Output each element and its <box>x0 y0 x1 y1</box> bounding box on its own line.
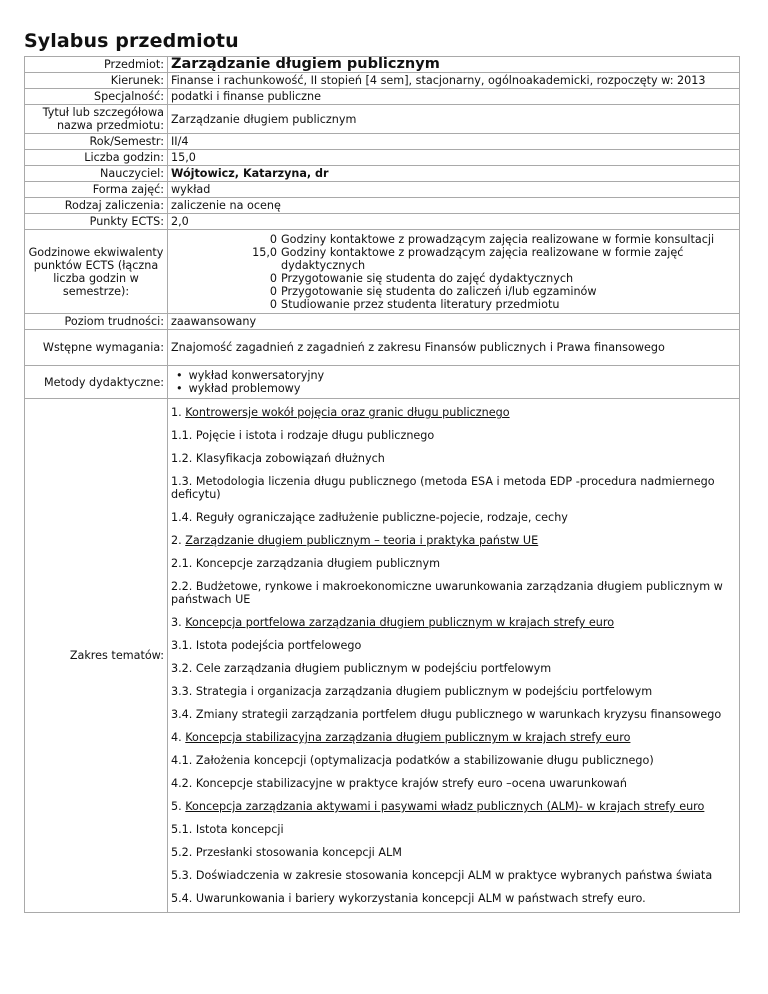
hours-row <box>168 272 736 285</box>
topic-title: Kontrowersje wokół pojęcia oraz granic długu publicznego <box>185 406 510 419</box>
hours-text: Przygotowanie się studenta do zajęć dydaktycznych <box>281 272 574 285</box>
topic-item <box>171 662 736 675</box>
topic-number: 5.3. <box>171 869 193 882</box>
value-forma: wykład <box>168 182 740 198</box>
topic-title: Metodologia liczenia długu publicznego (metoda ESA i metoda EDP -procedura nadmiernego deficytu) <box>171 475 715 501</box>
hours-text: Przygotowanie się studenta do zaliczeń i/lub egzaminów <box>281 285 597 298</box>
topic-number: 3.2. <box>171 662 193 675</box>
topic-title: Doświadczenia w zakresie stosowania koncepcji ALM w praktyce wybranych państwa świata <box>195 869 713 882</box>
topic-number: 1.2. <box>171 452 193 465</box>
hours-row <box>168 285 736 298</box>
topic-number: 4. <box>171 731 182 744</box>
value-specjalnosc: podatki i finanse publiczne <box>168 89 740 105</box>
topic-title: Strategia i organizacja zarządzania długiem publicznym w podejściu portfelowym <box>195 685 653 698</box>
topic-number: 1.3. <box>171 475 193 488</box>
value-przedmiot: Zarządzanie długiem publicznym <box>168 57 740 73</box>
hours-num: 0 <box>269 298 277 311</box>
row-specjalnosc <box>25 89 740 105</box>
topic-number: 2.1. <box>171 557 193 570</box>
value-poziom: zaawansowany <box>168 314 740 330</box>
topic-number: 1.1. <box>171 429 193 442</box>
label-rodzaj: Rodzaj zaliczenia: <box>25 198 168 214</box>
topic-item <box>171 511 736 524</box>
row-forma <box>25 182 740 198</box>
label-tytul: Tytuł lub szczegółowa nazwa przedmiotu: <box>25 105 168 134</box>
topic-item <box>171 534 736 547</box>
topic-item <box>171 892 736 905</box>
row-nauczyciel <box>25 166 740 182</box>
topic-title: Koncepcja stabilizacyjna zarządzania długiem publicznym w krajach strefy euro <box>185 731 631 744</box>
topics-list <box>168 399 740 913</box>
value-godziny <box>168 230 740 314</box>
topic-item <box>171 708 736 721</box>
label-godziny: Godzinowe ekwiwalenty punktów ECTS (łączna liczba godzin w semestrze): <box>25 230 168 314</box>
value-rok: II/4 <box>168 134 740 150</box>
hours-row <box>168 246 736 272</box>
hours-num: 0 <box>269 285 277 298</box>
label-zakres: Zakres tematów: <box>25 399 168 913</box>
row-zakres <box>25 399 740 913</box>
topic-title: Istota podejścia portfelowego <box>195 639 362 652</box>
topic-item <box>171 616 736 629</box>
row-rok <box>25 134 740 150</box>
topic-title: Koncepcje stabilizacyjne w praktyce krajów strefy euro –ocena uwarunkowań <box>195 777 628 790</box>
hours-text: Godziny kontaktowe z prowadzącym zajęcia realizowane w formie zajęć dydaktycznych <box>281 246 684 272</box>
row-tytul <box>25 105 740 134</box>
topic-title: Zarządzanie długiem publicznym – teoria i praktyka państw UE <box>185 534 539 547</box>
row-rodzaj <box>25 198 740 214</box>
topic-title: Zmiany strategii zarządzania portfelem długu publicznego w warunkach kryzysu finansowego <box>195 708 722 721</box>
row-przedmiot <box>25 57 740 73</box>
hours-num: 0 <box>269 233 277 246</box>
topic-number: 4.2. <box>171 777 193 790</box>
topic-item <box>171 580 736 606</box>
topic-title: Reguły ograniczające zadłużenie publiczne-pojecie, rodzaje, cechy <box>195 511 568 524</box>
label-liczba: Liczba godzin: <box>25 150 168 166</box>
topic-title: Przesłanki stosowania koncepcji ALM <box>195 846 402 859</box>
label-nauczyciel: Nauczyciel: <box>25 166 168 182</box>
topic-number: 5.1. <box>171 823 193 836</box>
row-ects <box>25 214 740 230</box>
topic-number: 2. <box>171 534 182 547</box>
topic-number: 3.1. <box>171 639 193 652</box>
row-liczba <box>25 150 740 166</box>
topic-item <box>171 685 736 698</box>
list-item: • wykład konwersatoryjny <box>190 369 736 382</box>
topic-item <box>171 731 736 744</box>
topic-item <box>171 846 736 859</box>
topic-item <box>171 639 736 652</box>
topic-title: Uwarunkowania i bariery wykorzystania koncepcji ALM w państwach strefy euro. <box>195 892 646 905</box>
topic-number: 5. <box>171 800 182 813</box>
topic-number: 2.2. <box>171 580 193 593</box>
label-poziom: Poziom trudności: <box>25 314 168 330</box>
label-kierunek: Kierunek: <box>25 73 168 89</box>
value-kierunek: Finanse i rachunkowość, II stopień [4 sem], stacjonarny, ogólnoakademicki, rozpoczęty w: 2013 <box>168 73 740 89</box>
topic-number: 1. <box>171 406 182 419</box>
topic-item <box>171 452 736 465</box>
topic-number: 3.3. <box>171 685 193 698</box>
row-kierunek <box>25 73 740 89</box>
row-wymagania <box>25 330 740 366</box>
value-wymagania: Znajomość zagadnień z zagadnień z zakresu Finansów publicznych i Prawa finansowego <box>168 330 740 366</box>
topic-title: Założenia koncepcji (optymalizacja podatków a stabilizowanie długu publicznego) <box>195 754 654 767</box>
topic-title: Koncepcja portfelowa zarządzania długiem publicznym w krajach strefy euro <box>185 616 615 629</box>
label-rok: Rok/Semestr: <box>25 134 168 150</box>
topic-number: 4.1. <box>171 754 193 767</box>
hours-num: 15,0 <box>252 246 277 259</box>
value-rodzaj: zaliczenie na ocenę <box>168 198 740 214</box>
label-metody: Metody dydaktyczne: <box>25 366 168 399</box>
row-poziom <box>25 314 740 330</box>
topic-item <box>171 475 736 501</box>
hours-text: Godziny kontaktowe z prowadzącym zajęcia realizowane w formie konsultacji <box>281 233 715 246</box>
topic-title: Koncepcja zarządzania aktywami i pasywami władz publicznych (ALM)- w krajach strefy euro <box>185 800 705 813</box>
topic-item <box>171 800 736 813</box>
topic-title: Klasyfikacja zobowiązań dłużnych <box>195 452 385 465</box>
methods-list <box>174 369 736 395</box>
hours-text: Studiowanie przez studenta literatury przedmiotu <box>281 298 560 311</box>
topic-number: 3. <box>171 616 182 629</box>
topic-item <box>171 429 736 442</box>
topic-item <box>171 557 736 570</box>
list-item: • wykład problemowy <box>190 382 736 395</box>
topic-number: 3.4. <box>171 708 193 721</box>
value-liczba: 15,0 <box>168 150 740 166</box>
topic-title: Cele zarządzania długiem publicznym w podejściu portfelowym <box>195 662 552 675</box>
topic-title: Budżetowe, rynkowe i makroekonomiczne uwarunkowania zarządzania długiem publicznym w państwach UE <box>171 580 723 606</box>
topic-item <box>171 406 736 419</box>
topic-number: 5.2. <box>171 846 193 859</box>
hours-row <box>168 298 736 311</box>
label-specjalnosc: Specjalność: <box>25 89 168 105</box>
label-przedmiot: Przedmiot: <box>25 57 168 73</box>
label-forma: Forma zajęć: <box>25 182 168 198</box>
topic-item <box>171 754 736 767</box>
page-title: Sylabus przedmiotu <box>24 30 239 52</box>
topic-number: 1.4. <box>171 511 193 524</box>
label-wymagania: Wstępne wymagania: <box>25 330 168 366</box>
syllabus-table <box>24 56 740 913</box>
topic-title: Istota koncepcji <box>195 823 284 836</box>
topic-title: Pojęcie i istota i rodzaje długu publicznego <box>195 429 435 442</box>
row-metody <box>25 366 740 399</box>
row-godziny <box>25 230 740 314</box>
hours-num: 0 <box>269 272 277 285</box>
topic-number: 5.4. <box>171 892 193 905</box>
value-tytul: Zarządzanie długiem publicznym <box>168 105 740 134</box>
value-ects: 2,0 <box>168 214 740 230</box>
hours-row <box>168 233 736 246</box>
label-ects: Punkty ECTS: <box>25 214 168 230</box>
value-nauczyciel: Wójtowicz, Katarzyna, dr <box>168 166 740 182</box>
topic-item <box>171 869 736 882</box>
topic-item <box>171 777 736 790</box>
value-metody <box>168 366 740 399</box>
topic-title: Koncepcje zarządzania długiem publicznym <box>195 557 441 570</box>
topic-item <box>171 823 736 836</box>
